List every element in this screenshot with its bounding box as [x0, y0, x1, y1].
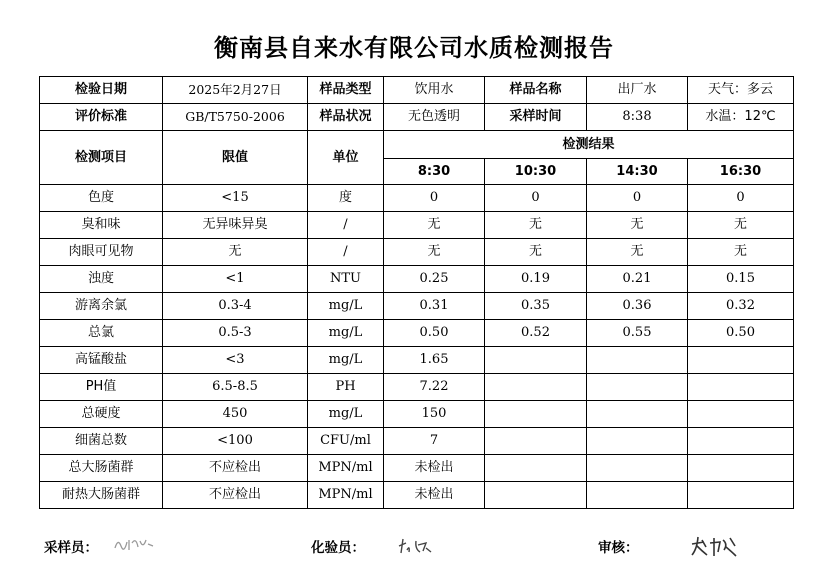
table-row	[40, 455, 794, 482]
date-value: 2025年2月27日	[163, 77, 308, 104]
weather-value: 天气：多云	[688, 77, 794, 104]
result-cell: 未检出	[384, 455, 485, 482]
limit-cell: 0.3-4	[163, 293, 308, 320]
result-cell: 0.55	[587, 320, 688, 347]
result-cell	[587, 455, 688, 482]
limit-cell: <1	[163, 266, 308, 293]
table-row	[40, 320, 794, 347]
result-cell: 0.25	[384, 266, 485, 293]
item-name-cell: PH值	[40, 374, 163, 401]
result-cell: 0.31	[384, 293, 485, 320]
header-time: 16:30	[688, 159, 794, 185]
result-cell	[485, 401, 587, 428]
result-cell	[688, 401, 794, 428]
item-name-cell: 游离余氯	[40, 293, 163, 320]
report-title: 衡南县自来水有限公司水质检测报告	[214, 34, 614, 62]
water-quality-table	[39, 76, 794, 509]
sample-type-label: 样品类型	[308, 77, 384, 104]
reviewer-signature	[688, 534, 740, 560]
limit-cell: 0.5-3	[163, 320, 308, 347]
result-cell	[587, 401, 688, 428]
result-cell: 无	[587, 212, 688, 239]
item-name-cell: 总氯	[40, 320, 163, 347]
limit-cell: 6.5-8.5	[163, 374, 308, 401]
table-row	[40, 347, 794, 374]
result-cell	[587, 374, 688, 401]
table-row	[40, 482, 794, 509]
result-cell: 0.50	[688, 320, 794, 347]
result-cell: 无	[688, 239, 794, 266]
unit-cell: 度	[308, 185, 384, 212]
unit-cell: MPN/ml	[308, 455, 384, 482]
table-row	[40, 428, 794, 455]
tester-signature	[396, 536, 436, 556]
result-cell	[688, 482, 794, 509]
water-temp-value: 水温：12℃	[688, 104, 794, 131]
result-cell	[587, 482, 688, 509]
result-cell: 7.22	[384, 374, 485, 401]
item-name-cell: 臭和味	[40, 212, 163, 239]
table-row	[40, 266, 794, 293]
result-cell: 0.50	[384, 320, 485, 347]
result-cell: 0.15	[688, 266, 794, 293]
header-item: 检测项目	[40, 131, 163, 185]
header-time: 10:30	[485, 159, 587, 185]
item-name-cell: 细菌总数	[40, 428, 163, 455]
header-limit: 限值	[163, 131, 308, 185]
item-name-cell: 肉眼可见物	[40, 239, 163, 266]
result-cell	[485, 347, 587, 374]
header-results: 检测结果	[384, 131, 794, 159]
table-row	[40, 239, 794, 266]
result-cell: 7	[384, 428, 485, 455]
sampler-label: 采样员：	[44, 540, 98, 556]
header-time: 14:30	[587, 159, 688, 185]
standard-value: GB/T5750-2006	[163, 104, 308, 131]
unit-cell: /	[308, 212, 384, 239]
result-cell	[688, 374, 794, 401]
sampling-time-label: 采样时间	[485, 104, 587, 131]
header-row-1	[40, 131, 794, 159]
result-cell	[587, 428, 688, 455]
table-row	[40, 212, 794, 239]
result-cell: 0	[384, 185, 485, 212]
sample-state-label: 样品状况	[308, 104, 384, 131]
result-cell	[485, 482, 587, 509]
limit-cell: <100	[163, 428, 308, 455]
item-name-cell: 浊度	[40, 266, 163, 293]
result-cell: 无	[587, 239, 688, 266]
result-cell: 0.52	[485, 320, 587, 347]
standard-label: 评价标准	[40, 104, 163, 131]
item-name-cell: 高锰酸盐	[40, 347, 163, 374]
limit-cell: 不应检出	[163, 455, 308, 482]
unit-cell: PH	[308, 374, 384, 401]
result-cell: 0.35	[485, 293, 587, 320]
sampler-signature	[112, 534, 156, 554]
result-cell: 无	[688, 212, 794, 239]
result-cell	[485, 455, 587, 482]
info-row-2	[40, 104, 794, 131]
result-cell: 无	[485, 239, 587, 266]
unit-cell: MPN/ml	[308, 482, 384, 509]
sample-name-label: 样品名称	[485, 77, 587, 104]
limit-cell: 无	[163, 239, 308, 266]
result-cell: 0.21	[587, 266, 688, 293]
result-cell	[485, 374, 587, 401]
item-name-cell: 色度	[40, 185, 163, 212]
table-row	[40, 293, 794, 320]
limit-cell: 不应检出	[163, 482, 308, 509]
limit-cell: <3	[163, 347, 308, 374]
table-row	[40, 185, 794, 212]
result-cell: 无	[384, 212, 485, 239]
unit-cell: mg/L	[308, 320, 384, 347]
table-row	[40, 401, 794, 428]
info-row-1	[40, 77, 794, 104]
item-name-cell: 总硬度	[40, 401, 163, 428]
item-name-cell: 耐热大肠菌群	[40, 482, 163, 509]
result-cell: 1.65	[384, 347, 485, 374]
tester-label: 化验员：	[311, 540, 365, 556]
result-cell	[485, 428, 587, 455]
result-cell: 0	[587, 185, 688, 212]
result-cell: 无	[384, 239, 485, 266]
result-cell	[688, 428, 794, 455]
unit-cell: /	[308, 239, 384, 266]
unit-cell: CFU/ml	[308, 428, 384, 455]
unit-cell: NTU	[308, 266, 384, 293]
sample-name-value: 出厂水	[587, 77, 688, 104]
result-cell: 0	[688, 185, 794, 212]
sample-state-value: 无色透明	[384, 104, 485, 131]
result-cell	[688, 347, 794, 374]
limit-cell: <15	[163, 185, 308, 212]
item-name-cell: 总大肠菌群	[40, 455, 163, 482]
result-cell: 0	[485, 185, 587, 212]
sampling-time-value: 8:38	[587, 104, 688, 131]
date-label: 检验日期	[40, 77, 163, 104]
limit-cell: 450	[163, 401, 308, 428]
header-unit: 单位	[308, 131, 384, 185]
header-time: 8:30	[384, 159, 485, 185]
reviewer-label: 审核：	[598, 540, 639, 556]
limit-cell: 无异味异臭	[163, 212, 308, 239]
result-cell: 无	[485, 212, 587, 239]
table-row	[40, 374, 794, 401]
unit-cell: mg/L	[308, 347, 384, 374]
result-cell: 0.32	[688, 293, 794, 320]
unit-cell: mg/L	[308, 293, 384, 320]
result-cell: 0.19	[485, 266, 587, 293]
result-cell	[688, 455, 794, 482]
unit-cell: mg/L	[308, 401, 384, 428]
result-cell: 150	[384, 401, 485, 428]
result-cell	[587, 347, 688, 374]
result-cell: 未检出	[384, 482, 485, 509]
sample-type-value: 饮用水	[384, 77, 485, 104]
result-cell: 0.36	[587, 293, 688, 320]
